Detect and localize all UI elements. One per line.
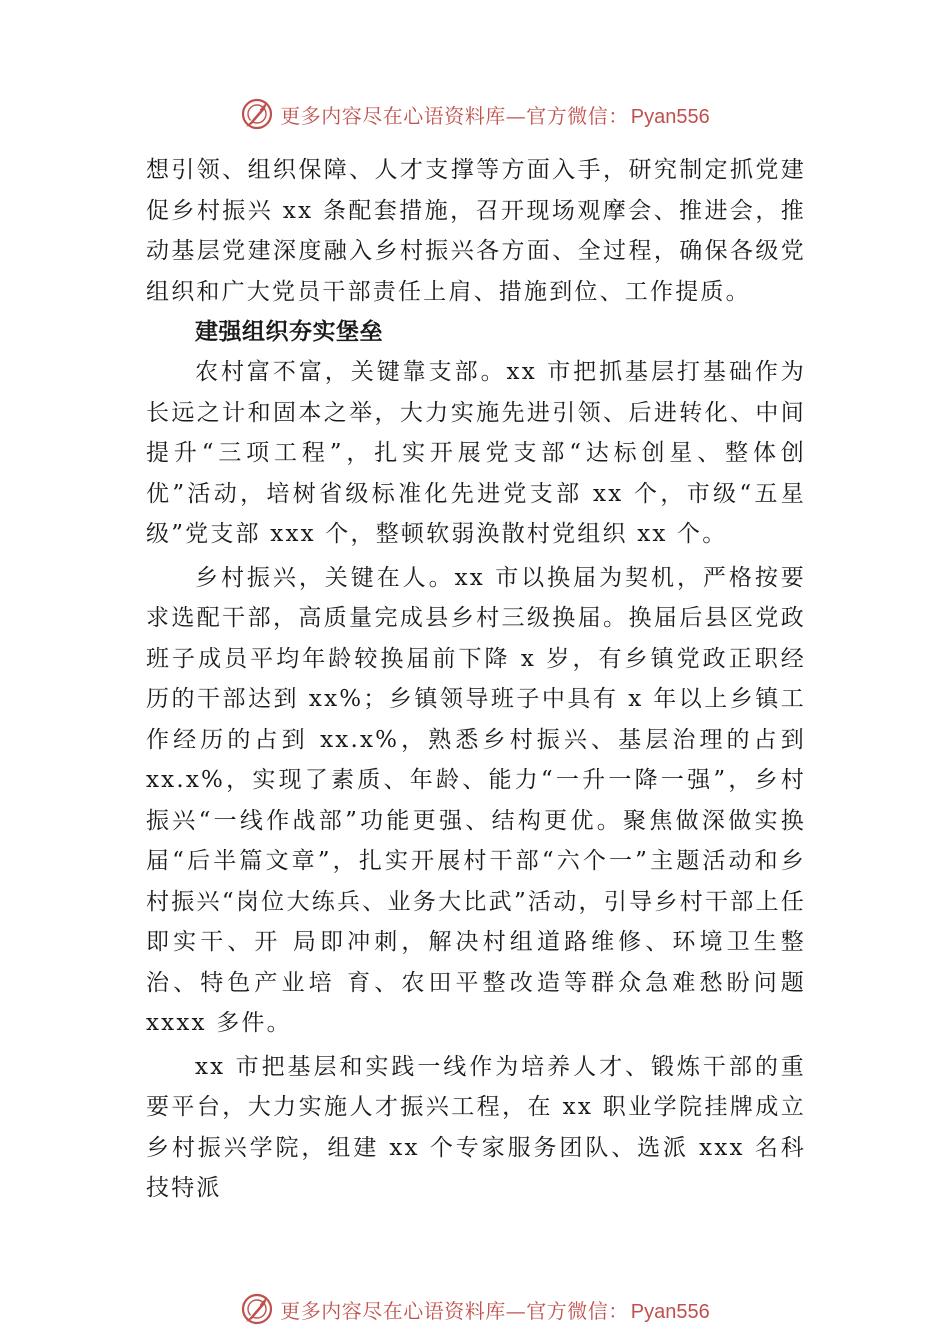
watermark-footer: [0, 1292, 950, 1326]
paragraph-3: xx 市把基层和实践一线作为培养人才、锻炼干部的重要平台，大力实施人才振兴工程，在 xx 职业学院挂牌成立乡村振兴学院，组建 xx 个专家服务团队、选派 xxx 名科技特派: [146, 1053, 806, 1201]
quill-seal-icon: [240, 97, 274, 131]
watermark-text-cn: 更多内容尽在心语资料库—官方微信：: [280, 103, 629, 128]
watermark-text: [280, 100, 709, 129]
section-heading: 建强组织夯实堡垒: [195, 319, 383, 345]
watermark-header: [0, 97, 950, 131]
paragraph-2: 乡村振兴，关键在人。xx 市以换届为契机，严格按要求选配干部，高质量完成县乡村三级换届。换届后县区党政班子成员平均年龄较换届前下降 x 岁，有乡镇党政正职经历的干部达到 xx%；乡镇领导班子中具有 x 年以上乡镇工作经历的占到 xx.x%，熟悉乡村振兴、基层治理的占到 xx.x%，实现了素质、年龄、能力“一升一降一强”，乡村振兴“一线作战部”功能更强、结构更优。聚焦做深做实换届“后半篇文章”，扎实开展村干部“六个一”主题活动和乡村振兴“岗位大练兵、业务大比武”活动，引导乡村干部上任即实干、开 局即冲刺，解决村组道路维修、环境卫生整治、特色产业培 育、农田平整改造等群众急难愁盼问题 xxxx 多件。: [146, 564, 806, 1036]
watermark-text: [280, 1295, 709, 1324]
quill-seal-icon: [240, 1292, 274, 1326]
paragraph-continuation: 想引领、组织保障、人才支撑等方面入手，研究制定抓党建促乡村振兴 xx 条配套措施，召开现场观摩会、推进会，推动基层党建深度融入乡村振兴各方面、全过程，确保各级党组织和广大党员干部责任上肩、措施到位、工作提质。: [146, 157, 806, 305]
watermark-text-en: Pyan556: [630, 105, 710, 128]
paragraph-1: 农村富不富，关键靠支部。xx 市把抓基层打基础作为长远之计和固本之举，大力实施先进引领、后进转化、中间提升“三项工程”，扎实开展党支部“达标创星、整体创优”活动，培树省级标准化先进党支部 xx 个，市级“五星级”党支部 xxx 个，整顿软弱涣散村党组织 xx 个。: [146, 359, 806, 547]
document-body: [146, 150, 806, 1209]
watermark-text-en: Pyan556: [630, 1300, 710, 1323]
watermark-text-cn: 更多内容尽在心语资料库—官方微信：: [280, 1298, 629, 1323]
